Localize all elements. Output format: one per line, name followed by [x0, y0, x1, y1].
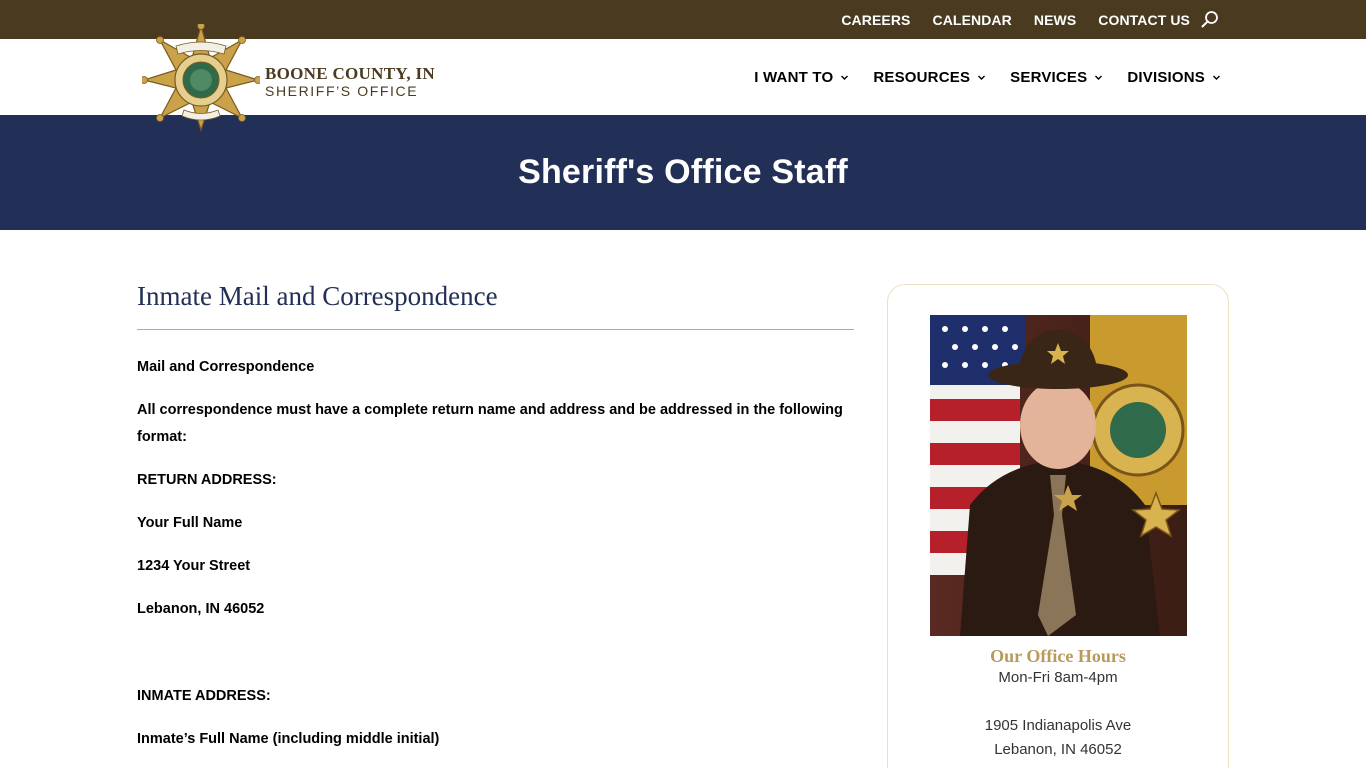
careers-link[interactable]: CAREERS	[841, 11, 911, 28]
chevron-down-icon	[977, 73, 986, 82]
chevron-down-icon	[1094, 73, 1103, 82]
nav-item-services[interactable]	[1010, 69, 1103, 86]
nav-label: DIVISIONS	[1127, 68, 1205, 86]
main-navigation	[730, 39, 1221, 115]
paragraph-city: Lebanon, IN 46052	[137, 601, 265, 617]
sheriff-star-badge-icon[interactable]	[142, 24, 260, 132]
main-content	[137, 280, 854, 753]
search-icon[interactable]	[1201, 10, 1219, 28]
office-address-street: 1905 Indianapolis Ave	[984, 717, 1132, 734]
sheriff-portrait-photo	[930, 315, 1187, 636]
brand-office-name: SHERIFF’S OFFICE	[265, 83, 419, 99]
nav-item-divisions[interactable]	[1127, 69, 1221, 86]
paragraph-mail-title: Mail and Correspondence	[137, 359, 315, 375]
section-heading: Inmate Mail and Correspondence	[137, 280, 854, 330]
paragraph-format-instructions: All correspondence must have a complete return name and address and be addressed in the following format:	[137, 402, 843, 445]
nav-label: SERVICES	[1010, 68, 1088, 86]
brand-wordmark[interactable]	[265, 64, 435, 99]
office-address-city: Lebanon, IN 46052	[994, 741, 1122, 758]
paragraph-inmate-full-name: Inmate’s Full Name (including middle initial)	[137, 731, 440, 747]
chevron-down-icon	[840, 73, 849, 82]
calendar-link[interactable]: CALENDAR	[932, 11, 1012, 28]
nav-label: RESOURCES	[873, 68, 971, 86]
nav-label: I WANT TO	[754, 68, 834, 86]
nav-item-i-want-to[interactable]	[754, 69, 849, 86]
office-hours-text: Mon-Fri 8am-4pm	[998, 669, 1118, 686]
contact-us-link[interactable]: CONTACT US	[1098, 11, 1190, 28]
paragraph-return-address-label: RETURN ADDRESS:	[137, 472, 277, 488]
nav-item-resources[interactable]	[873, 69, 986, 86]
page-title: Sheriff's Office Staff	[518, 153, 848, 191]
chevron-down-icon	[1212, 73, 1221, 82]
brand-county-name: BOONE COUNTY, IN	[265, 64, 435, 83]
sidebar-office-card	[887, 284, 1229, 768]
paragraph-street: 1234 Your Street	[137, 558, 251, 574]
office-hours-title: Our Office Hours	[990, 646, 1126, 666]
utility-links	[819, 0, 1190, 39]
page-hero-banner	[0, 115, 1366, 230]
paragraph-inmate-address-label: INMATE ADDRESS:	[137, 688, 271, 704]
news-link[interactable]: NEWS	[1033, 11, 1077, 28]
paragraph-your-full-name: Your Full Name	[137, 515, 243, 531]
